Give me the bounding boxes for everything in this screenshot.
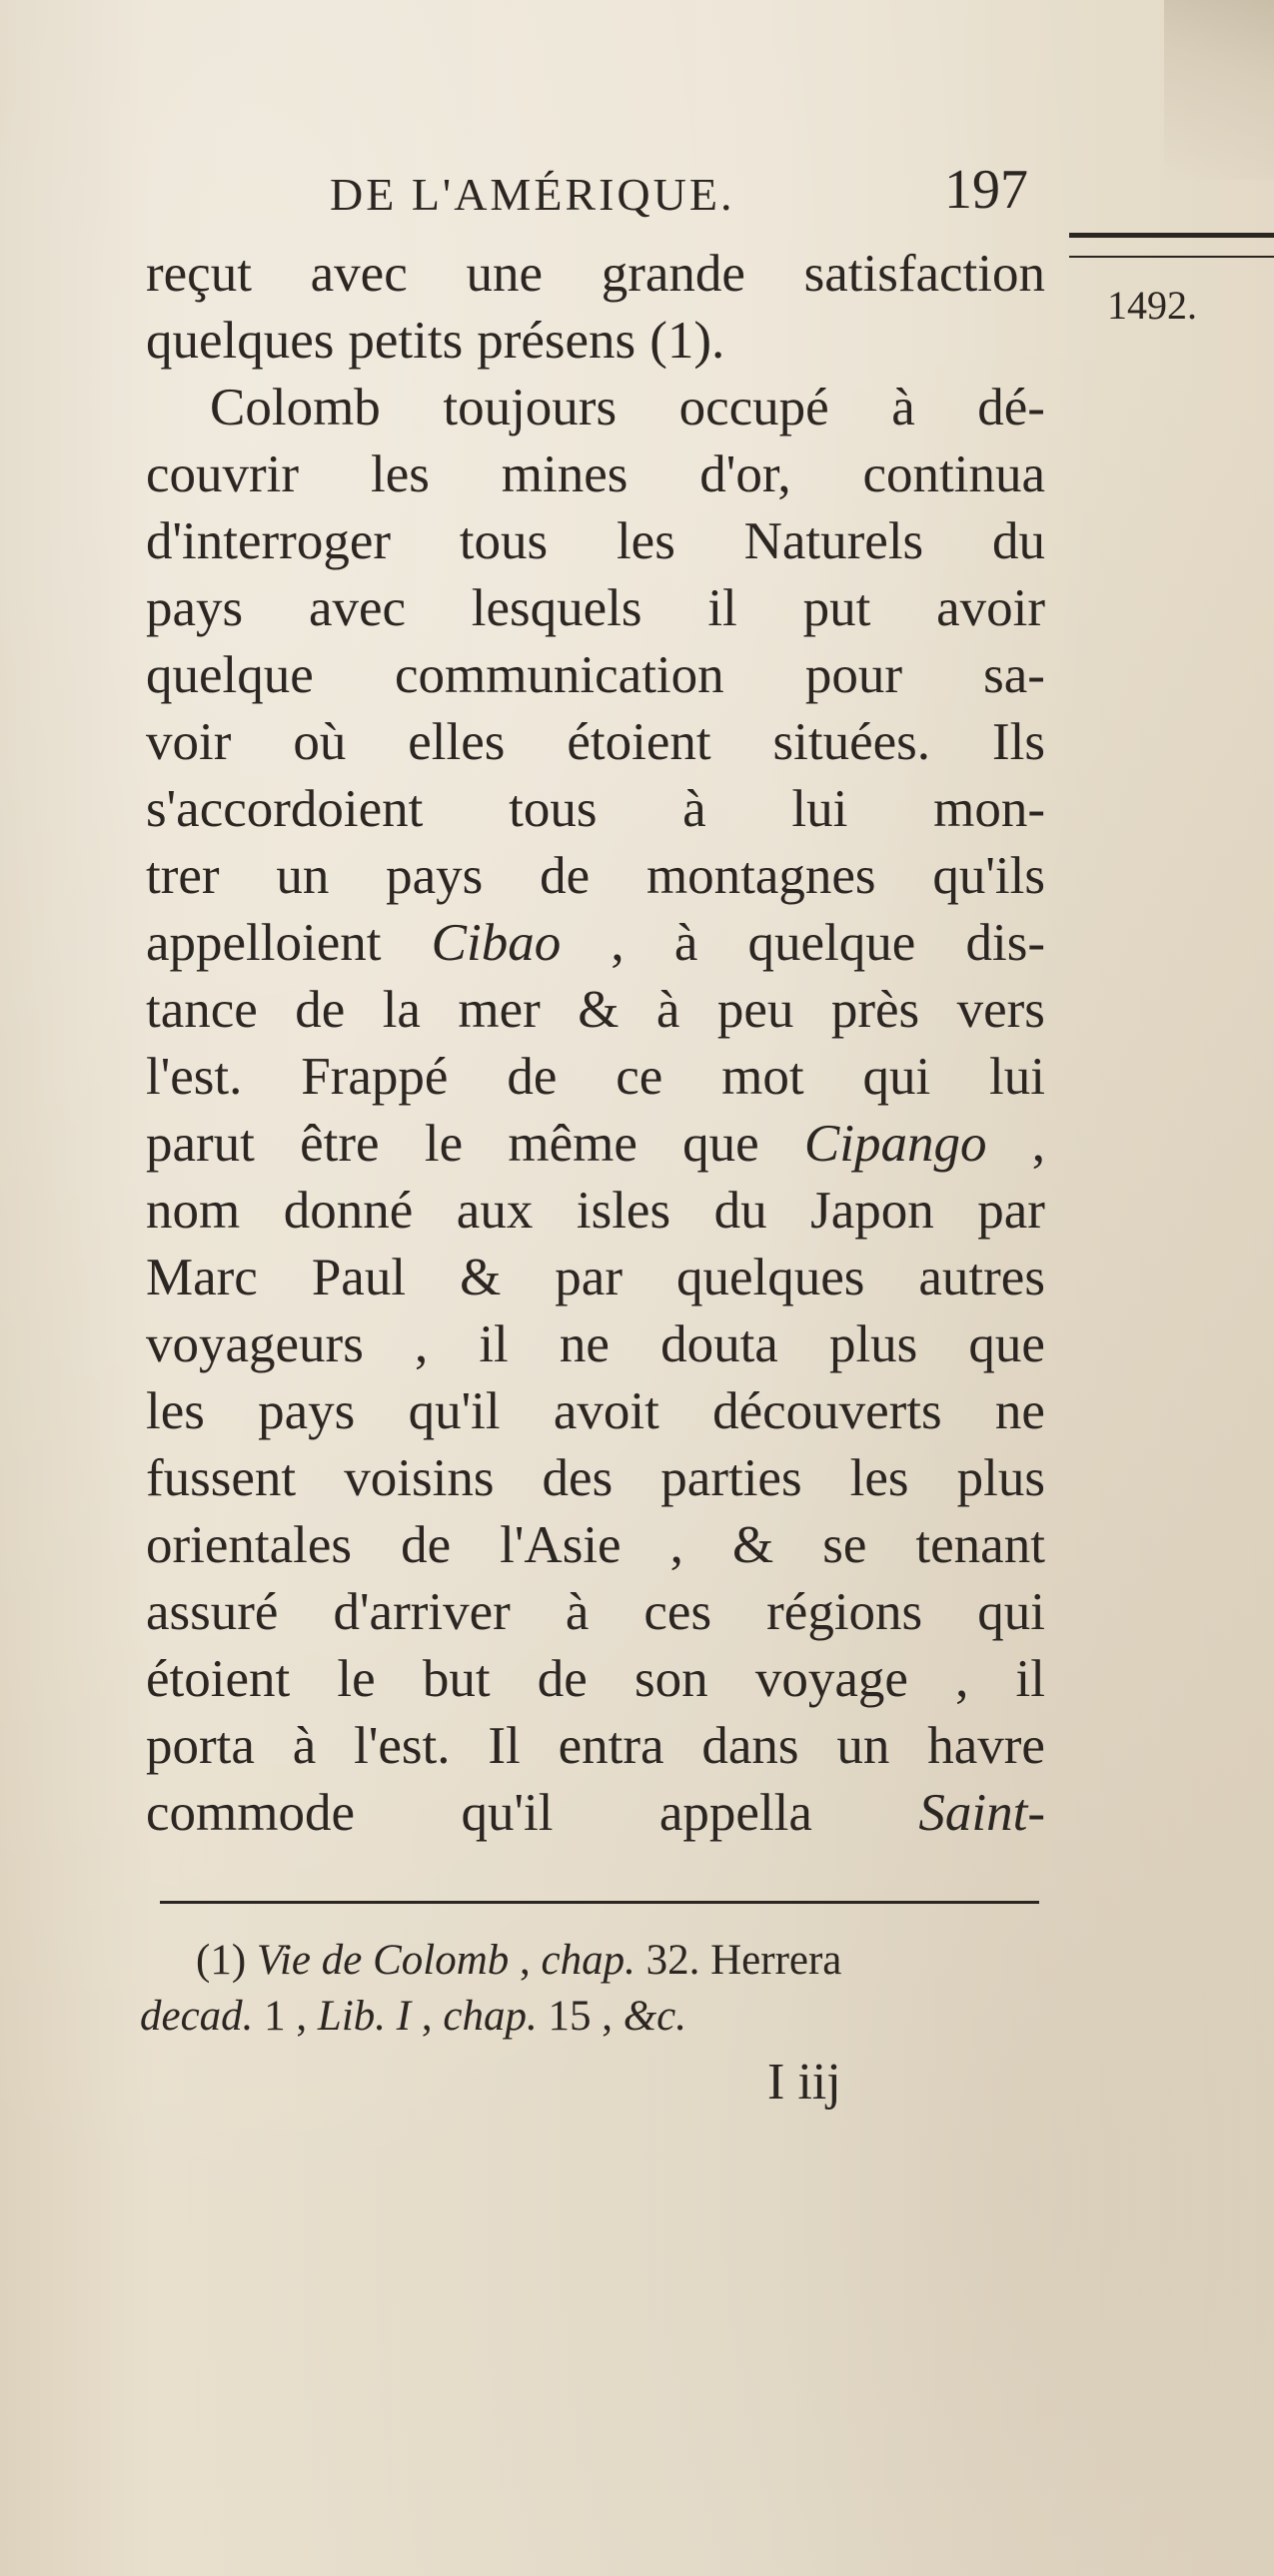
word: du: [991, 512, 1045, 570]
word: havre: [927, 1717, 1045, 1775]
footnote-rule: [160, 1901, 1039, 1904]
word: par: [555, 1249, 623, 1306]
word: tance: [146, 981, 258, 1039]
word: porta: [146, 1717, 255, 1775]
word: voir: [146, 713, 232, 771]
word: qu'il: [408, 1382, 501, 1440]
word: quelque: [146, 646, 314, 704]
word: avoit: [553, 1382, 659, 1440]
text-line: [146, 1713, 1045, 1780]
word: de: [537, 1650, 588, 1708]
word: fussent: [146, 1449, 297, 1507]
word: but: [422, 1650, 491, 1708]
text-line: [146, 1311, 1045, 1378]
text-line: [146, 1579, 1045, 1646]
word: le: [337, 1650, 376, 1708]
text-line: [146, 1044, 1045, 1111]
word: d'or,: [699, 445, 791, 503]
text-line: [146, 1646, 1045, 1713]
word: d'interroger: [146, 512, 391, 570]
footnote-text: ,: [411, 1993, 444, 2040]
word: grande: [601, 245, 745, 303]
text-line: [146, 642, 1045, 709]
text-line: [146, 508, 1045, 575]
word: dis-: [965, 914, 1045, 972]
word: de: [507, 1048, 558, 1106]
word: tenant: [915, 1516, 1045, 1574]
word: (1).: [649, 312, 725, 370]
word: elles: [408, 713, 506, 771]
word: pays: [386, 847, 484, 905]
word: appella: [658, 1784, 812, 1842]
word: les: [146, 1382, 205, 1440]
word: plus: [828, 1315, 918, 1373]
header-rule: [1069, 233, 1274, 258]
text-line: [146, 1378, 1045, 1445]
word: &: [460, 1249, 502, 1306]
text-line: [146, 843, 1045, 910]
word: du: [713, 1182, 767, 1240]
word: l'est.: [354, 1717, 451, 1775]
text-line: [146, 910, 1045, 977]
text-line: [146, 575, 1045, 642]
word: lesquels: [471, 579, 642, 637]
word: le: [424, 1115, 464, 1173]
word: un: [836, 1717, 890, 1775]
word: avec: [310, 245, 408, 303]
word: se: [822, 1516, 867, 1574]
text-line: [146, 1111, 1045, 1178]
word: dans: [701, 1717, 799, 1775]
word: ,: [1031, 1115, 1045, 1173]
word: couvrir: [146, 445, 300, 503]
word: même: [508, 1115, 637, 1173]
word: montagnes: [645, 847, 876, 905]
word: Saint-: [918, 1784, 1045, 1842]
word: ne: [559, 1315, 610, 1373]
word: Frappé: [301, 1048, 449, 1106]
word: découverts: [712, 1382, 942, 1440]
text-line: [146, 1245, 1045, 1311]
footnote-text: chap.: [541, 1937, 636, 1984]
word: orientales: [146, 1516, 353, 1574]
running-head: [330, 168, 734, 221]
text-line: [146, 441, 1045, 508]
footnote-text: 32. Herrera: [635, 1937, 842, 1984]
word: occupé: [678, 379, 829, 436]
footnote-text: &c.: [623, 1993, 686, 2040]
word: aux: [456, 1182, 534, 1240]
word: Naturels: [743, 512, 924, 570]
word: Japon: [810, 1182, 934, 1240]
word: mot: [721, 1048, 804, 1106]
word: reçut: [146, 245, 252, 303]
word: toujours: [443, 379, 618, 436]
footnote-text: Vie de Colomb: [256, 1937, 510, 1984]
word: peu: [716, 981, 794, 1039]
word: à: [673, 914, 698, 972]
word: la: [382, 981, 421, 1039]
word: sa-: [983, 646, 1045, 704]
word: Il: [488, 1717, 521, 1775]
footnote-text: 15 ,: [537, 1993, 624, 2040]
word: qui: [862, 1048, 931, 1106]
word: s'accordoient: [146, 780, 424, 838]
page-number: 197: [944, 159, 1028, 221]
word: présens: [477, 312, 637, 370]
word: plus: [956, 1449, 1045, 1507]
word: étoient: [146, 1650, 291, 1708]
word: ces: [643, 1583, 712, 1641]
word: entra: [558, 1717, 664, 1775]
word: il: [707, 579, 737, 637]
word: mon-: [933, 780, 1045, 838]
word: Paul: [311, 1249, 407, 1306]
page-corner-shadow: [1164, 0, 1274, 180]
word: ne: [994, 1382, 1045, 1440]
word: ,: [414, 1315, 429, 1373]
word: petits: [348, 312, 464, 370]
word: quelques: [675, 1249, 865, 1306]
word: que: [682, 1115, 759, 1173]
word: qu'ils: [932, 847, 1045, 905]
word: ,: [955, 1650, 969, 1708]
footnote-text: ,: [509, 1937, 542, 1984]
word: ,: [611, 914, 625, 972]
word: lui: [989, 1048, 1045, 1106]
word: ce: [616, 1048, 663, 1106]
word: les: [616, 512, 675, 570]
word: Cibao: [431, 914, 562, 972]
running-head-title: DE L'AMÉRIQUE.: [330, 169, 735, 220]
footnote-text: 1 ,: [253, 1993, 318, 2040]
word: donné: [283, 1182, 414, 1240]
word: parut: [146, 1115, 255, 1173]
word: de: [540, 847, 591, 905]
word: des: [542, 1449, 614, 1507]
word: un: [276, 847, 330, 905]
word: appelloient: [146, 914, 382, 972]
word: étoient: [567, 713, 711, 771]
word: put: [802, 579, 871, 637]
text-line: [146, 776, 1045, 843]
word: avoir: [936, 579, 1045, 637]
body-text: [146, 241, 1045, 1847]
word: avec: [308, 579, 407, 637]
word: l'est.: [146, 1048, 243, 1106]
word: vers: [956, 981, 1045, 1039]
word: tous: [459, 512, 549, 570]
text-line: [146, 1512, 1045, 1579]
footnote-text: decad.: [140, 1993, 254, 2040]
word: situées.: [772, 713, 931, 771]
word: &: [578, 981, 620, 1039]
word: quelques: [146, 312, 335, 370]
word: voyageurs: [146, 1315, 364, 1373]
word: lui: [791, 780, 848, 838]
word: de: [401, 1516, 452, 1574]
word: assuré: [146, 1583, 279, 1641]
word: pays: [258, 1382, 356, 1440]
word: voyage: [754, 1650, 908, 1708]
word: à: [891, 379, 915, 436]
word: les: [849, 1449, 909, 1507]
text-line: [146, 241, 1045, 308]
word: tous: [509, 780, 598, 838]
word: communication: [394, 646, 724, 704]
word: être: [300, 1115, 380, 1173]
word: mer: [458, 981, 541, 1039]
word: il: [479, 1315, 509, 1373]
signature-mark: I iij: [767, 2054, 841, 2111]
word: voisins: [344, 1449, 495, 1507]
word: continua: [862, 445, 1045, 503]
word: par: [977, 1182, 1045, 1240]
word: Colomb: [210, 379, 381, 436]
word: ,: [669, 1516, 683, 1574]
margin-year-note: 1492.: [1107, 283, 1197, 328]
word: que: [968, 1315, 1045, 1373]
word: près: [830, 981, 920, 1039]
word: de: [295, 981, 346, 1039]
word: isles: [576, 1182, 671, 1240]
text-line: [146, 1445, 1045, 1512]
word: qu'il: [461, 1784, 554, 1842]
footnote: [140, 1933, 1049, 2045]
word: les: [370, 445, 430, 503]
text-line: [146, 977, 1045, 1044]
word: pays: [146, 579, 244, 637]
footnote-text: chap.: [443, 1993, 538, 2040]
word: commode: [146, 1784, 355, 1842]
word: à: [682, 780, 706, 838]
word: où: [293, 713, 347, 771]
footnote-line: [140, 1989, 1049, 2045]
word: Marc: [146, 1249, 258, 1306]
word: nom: [146, 1182, 241, 1240]
word: parties: [660, 1449, 802, 1507]
footnote-line: [140, 1933, 1049, 1989]
word: satisfaction: [803, 245, 1045, 303]
word: mines: [501, 445, 629, 503]
word: douta: [660, 1315, 778, 1373]
word: &: [731, 1516, 774, 1574]
word: à: [655, 981, 680, 1039]
word: quelque: [747, 914, 916, 972]
word: trer: [146, 847, 220, 905]
word: qui: [977, 1583, 1045, 1641]
word: son: [635, 1650, 708, 1708]
word: il: [1015, 1650, 1045, 1708]
word: pour: [804, 646, 902, 704]
text-line: [146, 375, 1045, 441]
text-line: [146, 308, 1045, 375]
word: Ils: [992, 713, 1045, 771]
text-line: [146, 1178, 1045, 1245]
footnote-text: Lib. I: [317, 1993, 412, 2040]
word: à: [565, 1583, 590, 1641]
word: l'Asie: [500, 1516, 622, 1574]
word: Cipango: [803, 1115, 987, 1173]
word: dé-: [977, 379, 1045, 436]
text-line: [146, 1780, 1045, 1847]
footnote-text: (1): [196, 1937, 257, 1984]
word: d'arriver: [333, 1583, 511, 1641]
word: régions: [766, 1583, 923, 1641]
word: à: [292, 1717, 317, 1775]
word: autres: [918, 1249, 1045, 1306]
text-line: [146, 709, 1045, 776]
word: une: [466, 245, 543, 303]
